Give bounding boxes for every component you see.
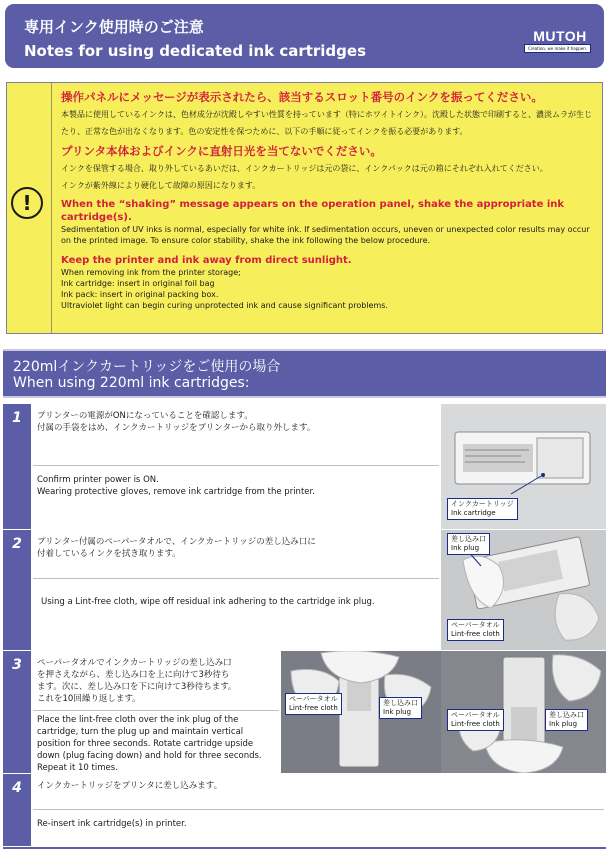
step-2 xyxy=(3,530,606,650)
step-number: 4 xyxy=(3,774,31,846)
step-3-cloth-label-1 xyxy=(285,693,342,715)
logo-brand: MUTOH xyxy=(533,28,587,44)
label-en: Lint-free cloth xyxy=(289,704,338,712)
step-3-en-line-3: position for three seconds. Rotate cartridge upside xyxy=(37,739,254,749)
warning-text-2c-en: Ink pack: insert in original packing box. xyxy=(61,290,219,299)
step-1-en-line-2: Wearing protective gloves, remove ink cartridge from the printer. xyxy=(37,487,315,497)
divider xyxy=(33,809,604,810)
warning-text-1-en: Sedimentation of UV inks is normal, especially for white ink. If sedimentation occurs, uneven or unexpected color results may occur on the printed image. To ensure color stability, shake the ink following the below procedure. xyxy=(61,225,590,245)
step-3-jp-line-2: を押さえながら、差し込み口を上に向けて3秒待ち xyxy=(37,670,230,680)
warning-heading-1-jp: 操作パネルにメッセージが表示されたら、該当するスロット番号のインクを振ってください。 xyxy=(61,90,543,104)
label-jp: ペーパータオル xyxy=(289,695,338,703)
divider xyxy=(33,710,279,711)
step-3-en-line-4: down (plug facing down) and hold for three seconds. xyxy=(37,751,262,761)
step-1-en-line-1: Confirm printer power is ON. xyxy=(37,475,159,485)
label-jp: 差し込み口 xyxy=(549,711,584,719)
step-3 xyxy=(3,651,606,773)
title-jp: 専用インク使用時のご注意 xyxy=(24,18,204,36)
warning-text-2d-en: Ultraviolet light can begin curing unprotected ink and cause significant problems. xyxy=(61,301,388,310)
step-1-jp-line-1: プリンターの電源がONになっていることを確認します。 xyxy=(37,411,253,421)
warning-text-2a-en: When removing ink from the printer storage; xyxy=(61,268,241,277)
section-title-en: When using 220ml ink cartridges: xyxy=(13,375,250,391)
warning-box xyxy=(6,82,603,334)
step-4 xyxy=(3,774,606,846)
step-1-jp-line-2: 付属の手袋をはめ、インクカートリッジをプリンターから取り外します。 xyxy=(37,423,316,433)
divider xyxy=(33,578,439,579)
title-en: Notes for using dedicated ink cartridges xyxy=(24,42,367,60)
label-jp: インクカートリッジ xyxy=(451,500,514,508)
divider xyxy=(33,465,439,466)
step-4-en-line-1: Re-insert ink cartridge(s) in printer. xyxy=(37,819,187,829)
warning-heading-2-jp: プリンタ本体およびインクに直射日光を当てないでください。 xyxy=(61,144,382,158)
ink-plug-label xyxy=(447,533,490,555)
bottom-rule xyxy=(3,847,606,849)
ink-cartridge-label xyxy=(447,498,518,520)
step-2-text-jp xyxy=(37,536,437,560)
step-2-photo xyxy=(441,530,606,650)
step-4-jp-line-1: インクカートリッジをプリンタに差し込みます。 xyxy=(37,781,223,791)
step-4-text-jp xyxy=(37,780,597,792)
step-number: 3 xyxy=(3,651,31,773)
label-en: Ink plug xyxy=(383,708,412,716)
warning-body xyxy=(61,89,595,311)
step-3-cloth-label-2 xyxy=(447,709,504,731)
step-3-en-line-1: Place the lint-free cloth over the ink plug of the xyxy=(37,715,239,725)
warning-heading-2-en: Keep the printer and ink away from direct sunlight. xyxy=(61,255,352,266)
step-2-text-en xyxy=(41,596,441,608)
step-3-photo-plug-up xyxy=(281,651,441,773)
step-3-photo-plug-down xyxy=(441,651,606,773)
label-jp: 差し込み口 xyxy=(383,699,418,707)
label-en: Lint-free cloth xyxy=(451,630,500,638)
step-3-text-jp xyxy=(37,657,281,705)
warning-heading-1-en: When the “shaking” message appears on the operation panel, shake the appropriate ink cartridge(s). xyxy=(61,199,565,223)
step-1 xyxy=(3,404,606,529)
step-1-text-jp xyxy=(37,410,437,434)
step-1-photo xyxy=(441,404,606,529)
exclamation-icon: ! xyxy=(11,187,43,219)
section-title-jp: 220mlインクカートリッジをご使用の場合 xyxy=(13,359,281,375)
page-header xyxy=(5,4,604,68)
step-3-plug-label-1 xyxy=(379,697,422,719)
label-en: Ink cartridge xyxy=(451,509,496,517)
label-jp: ペーパータオル xyxy=(451,621,500,629)
step-number: 1 xyxy=(3,404,31,529)
warning-text-2b-en: Ink cartridge: insert in original foil bag xyxy=(61,279,215,288)
mutoh-logo xyxy=(524,28,596,51)
step-3-jp-line-1: ペーパータオルでインクカートリッジの差し込み口 xyxy=(37,658,232,668)
step-3-plug-label-2 xyxy=(545,709,588,731)
step-1-text-en xyxy=(37,474,437,498)
warning-text-2a-jp: インクを保管する場合、取り外しているあいだは、インクカートリッジは元の袋に、インクパックは元の箱にそれぞれ入れてください。 xyxy=(61,164,548,173)
label-jp: ペーパータオル xyxy=(451,711,500,719)
step-2-jp-line-1: プリンター付属のペーパータオルで、インクカートリッジの差し込み口に xyxy=(37,537,316,547)
label-jp: 差し込み口 xyxy=(451,535,486,543)
label-en: Lint-free cloth xyxy=(451,720,500,728)
step-3-jp-line-3: ます。次に、差し込み口を下に向けて3秒待ちます。 xyxy=(37,682,237,692)
step-4-text-en xyxy=(37,818,597,830)
step-2-jp-line-2: 付着しているインクを拭き取ります。 xyxy=(37,549,181,559)
step-3-en-line-5: Repeat it 10 times. xyxy=(37,763,118,773)
warning-divider xyxy=(51,83,52,333)
lint-free-cloth-label xyxy=(447,619,504,641)
label-en: Ink plug xyxy=(549,720,578,728)
step-number: 2 xyxy=(3,530,31,650)
warning-text-1-jp: 本製品に使用しているインクは、色材成分が沈殿しやすい性質を持っています（特にホワイトインク）。沈殿した状態で印刷すると、濃淡ムラが生じたり、正常な色が出なくなります。色の安定性を保つために、以下の手順に従ってインクを振る必要があります。 xyxy=(61,110,593,136)
warning-text-2b-jp: インクが紫外線により硬化して故障の原因になります。 xyxy=(61,181,261,190)
label-en: Ink plug xyxy=(451,544,480,552)
step-3-text-en xyxy=(37,714,281,774)
section-title xyxy=(3,349,606,398)
step-3-jp-line-4: これを10回繰り返します。 xyxy=(37,694,141,704)
step-3-en-line-2: cartridge, turn the plug up and maintain vertical xyxy=(37,727,244,737)
step-2-en-line-1: Using a Lint-free cloth, wipe off residual ink adhering to the cartridge ink plug. xyxy=(41,597,375,607)
logo-tagline: Creation, we make it happen. xyxy=(524,44,591,53)
